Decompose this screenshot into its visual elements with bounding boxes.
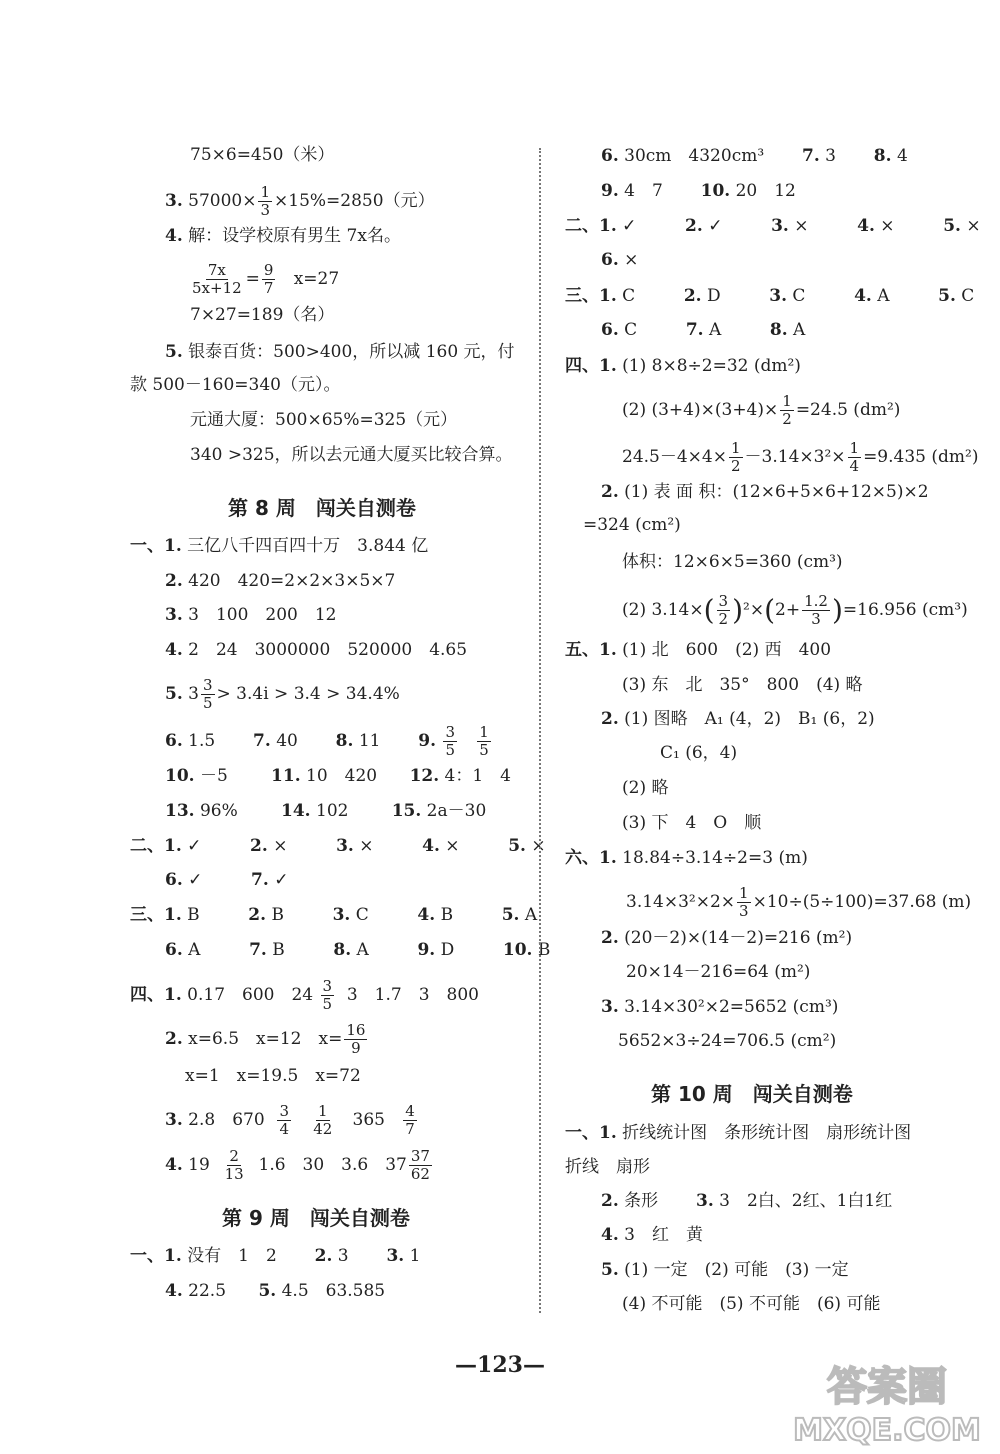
fraction: $\frac{3}{4}$	[279, 1102, 289, 1138]
answer-line: 2. x=6.5 x=12 x= $\frac{16}{9}$	[165, 1021, 366, 1057]
fraction: $\frac{1}{4}$	[849, 439, 860, 475]
fraction: $\frac{3}{2}$	[718, 592, 729, 628]
answer-line: 5652×3÷24=706.5 (cm²)	[618, 1031, 837, 1051]
section-heading: 第 8 周 闯关自测卷	[228, 496, 416, 520]
answer-line: 13. 96% 14. 102 15. 2a－30	[165, 801, 487, 821]
answer-line: 六、1. 18.84÷3.14÷2=3 (m)	[565, 848, 808, 868]
answer-line: 四、1. 0.17 600 24 $\frac{3}{5}$ 3 1.7 3 800	[130, 977, 479, 1013]
answer-line: 24.5－4×4× $\frac{1}{2}$ －3.14×3²× $\frac{1}{4}$ =9.435 (dm²)	[622, 439, 979, 475]
answer-line: 6. ×	[601, 250, 639, 270]
answer-line: 三、1. B 2. B 3. C 4. B 5. A	[130, 905, 538, 925]
fraction: $\frac{1}{2}$	[730, 439, 741, 475]
answer-line: 3. 3 100 200 12	[165, 605, 337, 625]
fraction: $\frac{9}{7}$	[263, 261, 274, 297]
answer-line: 4. 解：设学校原有男生 7x名。	[165, 226, 401, 246]
answer-line: 6. 30cm 4320cm³ 7. 3 8. 4	[601, 146, 908, 166]
fraction: $\frac{1.2}{3}$	[804, 592, 828, 628]
fraction: $\frac{2}{13}$	[224, 1147, 244, 1183]
answer-line: 3.14×3²×2× $\frac{1}{3}$ ×10÷(5÷100)=37.68 (m)	[626, 884, 972, 920]
answer-line: x=1 x=19.5 x=72	[185, 1066, 361, 1086]
answer-line: 一、1. 三亿八千四百四十万 3.844 亿	[130, 536, 429, 556]
answer-line: 340 >325，所以去元通大厦买比较合算。	[190, 445, 513, 465]
fraction: $\frac{16}{9}$	[346, 1021, 366, 1057]
fraction: $\frac{37}{62}$	[410, 1147, 430, 1183]
answer-line: 4. 3 红 黄	[601, 1225, 703, 1245]
answer-line: $\frac{7x}{5x+12}$ = $\frac{9}{7}$ x=27	[192, 261, 340, 297]
watermark-top: 答案圈	[827, 1364, 947, 1410]
answer-line: 体积：12×6×5=360 (cm³)	[622, 552, 843, 572]
answer-line: 4. 2 24 3000000 520000 4.65	[165, 640, 468, 660]
column-divider	[539, 148, 541, 1313]
answer-line: 20×14－216=64 (m²)	[626, 962, 811, 982]
answer-line: 3. 2.8 670 $\frac{3}{4}$ $\frac{1}{42}$ 365 $\frac{4}{7}$	[165, 1102, 415, 1138]
answer-line: 2. (20－2)×(14－2)=216 (m²)	[601, 928, 853, 948]
watermark-logo	[792, 1348, 982, 1448]
answer-line: 4. 22.5 5. 4.5 63.585	[165, 1281, 386, 1301]
answer-line: 三、1. C 2. D 3. C 4. A 5. C	[565, 286, 975, 306]
fraction: $\frac{3}{5}$	[445, 723, 455, 759]
answer-line: 款 500－160=340（元）。	[130, 375, 341, 395]
answer-line: 五、1. (1) 北 600 (2) 西 400	[565, 640, 832, 660]
fraction: $\frac{4}{7}$	[405, 1102, 415, 1138]
fraction: $\frac{1}{5}$	[479, 723, 489, 759]
answer-line: C₁ (6，4)	[660, 743, 738, 763]
fraction: $\frac{1}{42}$	[313, 1102, 333, 1138]
watermark-bottom: MXQE.COM	[793, 1413, 981, 1448]
answer-line: 2. 条形 3. 3 2白、2红、1白1红	[601, 1191, 893, 1211]
answer-line: 9. 4 7 10. 20 12	[601, 181, 796, 201]
answer-line: 元通大厦：500×65%=325（元）	[190, 410, 458, 430]
answer-line: 2. (1) 图略 A₁ (4，2) B₁ (6，2)	[601, 709, 875, 729]
answer-line: (3) 下 4 O 顺	[622, 813, 762, 833]
answer-line: (3) 东 北 35° 800 (4) 略	[622, 675, 863, 695]
answer-line: 5. (1) 一定 (2) 可能 (3) 一定	[601, 1260, 849, 1280]
answer-line: 折线 扇形	[565, 1157, 650, 1177]
answer-line: 二、1. ✓ 2. ✓ 3. × 4. × 5. ×	[565, 216, 981, 236]
answer-line: 3. 57000× $\frac{1}{3}$ ×15%=2850（元）	[165, 183, 435, 219]
answer-line: 4. 19 $\frac{2}{13}$ 1.6 30 3.6 37 $\frac{37}{62}$	[165, 1147, 430, 1183]
answer-line: 6. C 7. A 8. A	[601, 320, 806, 340]
answer-line: 二、1. ✓ 2. × 3. × 4. × 5. ×	[130, 836, 546, 856]
fraction: $\frac{1}{3}$	[739, 884, 749, 920]
answer-line: 6. ✓ 7. ✓	[165, 870, 289, 890]
page-number: —123—	[455, 1352, 545, 1378]
answer-line: 一、1. 折线统计图 条形统计图 扇形统计图	[565, 1123, 912, 1143]
answer-line: (2) 3.14×( $\frac{3}{2}$ )²×(2+ $\frac{1.2}{3}$ )=16.956 (cm³)	[622, 592, 968, 628]
answer-line: 7×27=189（名）	[190, 305, 335, 325]
answer-line: 6. 1.5 7. 40 8. 11 9. $\frac{3}{5}$ $\frac{1}{5}$	[165, 723, 489, 759]
fraction: $\frac{1}{3}$	[260, 183, 271, 219]
answer-line: 2. 420 420=2×2×3×5×7	[165, 571, 396, 591]
answer-line: 5. 3 $\frac{3}{5}$ > 3.4i > 3.4 > 34.4%	[165, 676, 400, 712]
answer-line: 3. 3.14×30²×2=5652 (cm³)	[601, 997, 839, 1017]
section-heading: 第 10 周 闯关自测卷	[651, 1082, 853, 1106]
answer-line: (4) 不可能 (5) 不可能 (6) 可能	[622, 1294, 881, 1314]
fraction: $\frac{3}{5}$	[202, 676, 213, 712]
fraction: $\frac{1}{2}$	[782, 392, 792, 428]
answer-line: 75×6=450（米）	[190, 145, 335, 165]
answer-line: 6. A 7. B 8. A 9. D 10. B	[165, 940, 551, 960]
answer-line: (2) (3+4)×(3+4)× $\frac{1}{2}$ =24.5 (dm²)	[622, 392, 901, 428]
answer-line: 10. －5 11. 10 420 12. 4：1 4	[165, 766, 511, 786]
answer-line: (2) 略	[622, 778, 669, 798]
answer-line: =324 (cm²)	[583, 515, 681, 535]
section-heading: 第 9 周 闯关自测卷	[222, 1206, 410, 1230]
answer-line: 2. (1) 表 面 积：(12×6+5×6+12×5)×2	[601, 482, 929, 502]
fraction: $\frac{3}{5}$	[322, 977, 333, 1013]
answer-line: 一、1. 没有 1 2 2. 3 3. 1	[130, 1246, 421, 1266]
answer-line: 5. 银泰百货：500>400，所以减 160 元，付	[165, 342, 515, 362]
answer-line: 四、1. (1) 8×8÷2=32 (dm²)	[565, 356, 801, 376]
fraction: $\frac{7x}{5x+12}$	[192, 261, 242, 297]
